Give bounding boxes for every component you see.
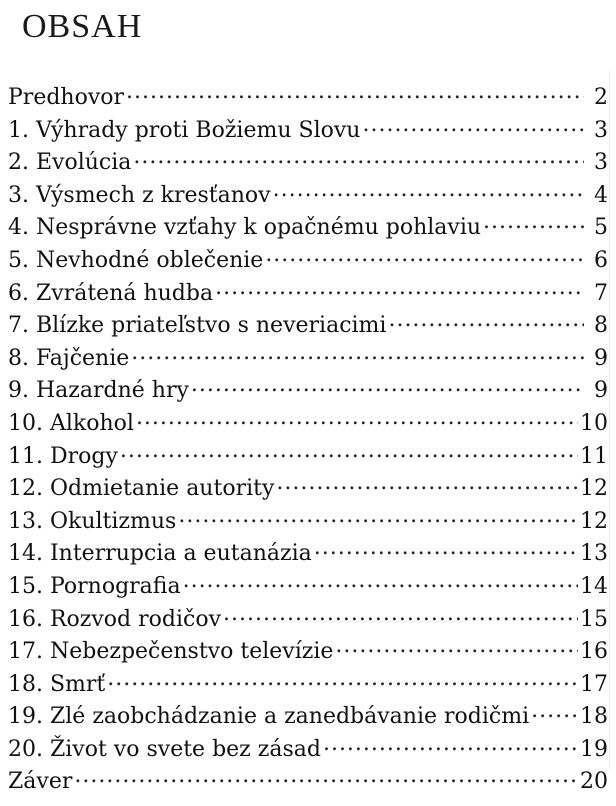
toc-entry <box>8 734 608 767</box>
toc-leader-dots <box>483 212 584 234</box>
toc-entry-label: Predhovor <box>8 85 125 110</box>
toc-entry <box>8 571 608 604</box>
toc-entry-page: 4 <box>594 182 608 208</box>
toc-entry <box>8 408 608 441</box>
toc-entry-page: 12 <box>580 476 608 502</box>
toc-entry <box>8 473 608 506</box>
toc-entry-label: 8. Fajčenie <box>8 345 130 371</box>
toc-entry-label: 5. Nevhodné oblečenie <box>8 247 264 273</box>
toc-entry <box>8 669 608 702</box>
toc-leader-dots <box>276 473 578 495</box>
toc-entry <box>8 538 608 571</box>
toc-leader-dots <box>215 278 584 300</box>
toc-entry-label: 3. Výsmech z kresťanov <box>8 182 271 208</box>
toc-entry <box>8 766 608 799</box>
toc-entry <box>8 115 608 148</box>
toc-entry-page: 15 <box>580 606 608 632</box>
toc-entry-label: 12. Odmietanie autority <box>8 476 275 502</box>
toc-leader-dots <box>133 147 584 169</box>
toc-entry <box>8 82 608 115</box>
toc-entry-page: 13 <box>580 541 608 567</box>
toc-entry-label: 17. Nebezpečenstvo televízie <box>8 639 334 665</box>
toc-entry-label: 16. Rozvod rodičov <box>8 606 222 632</box>
toc-entry-page: 12 <box>580 508 608 534</box>
toc-entry <box>8 506 608 539</box>
toc-leader-dots <box>120 441 578 463</box>
toc-entry-page: 7 <box>594 280 608 306</box>
scan-edge-shadow <box>609 70 610 770</box>
toc-leader-dots <box>136 408 578 430</box>
toc-entry-page: 17 <box>580 671 608 697</box>
toc-entry <box>8 441 608 474</box>
toc-entry-page: 8 <box>594 313 608 339</box>
toc-entry <box>8 278 608 311</box>
toc-leader-dots <box>335 636 578 658</box>
toc-leader-dots <box>191 375 584 397</box>
toc-entry-page: 5 <box>594 215 608 241</box>
toc-leader-dots <box>107 669 578 691</box>
toc-leader-dots <box>265 245 584 267</box>
toc-entry-page: 11 <box>580 443 608 469</box>
toc-entry <box>8 147 608 180</box>
toc-entry-label: 11. Drogy <box>8 443 118 469</box>
toc-leader-dots <box>531 701 578 723</box>
toc-entry-page: 6 <box>594 247 608 273</box>
toc-entry-label: 4. Nesprávne vzťahy k opačnému pohlaviu <box>8 215 482 241</box>
toc-entry-page: 20 <box>580 769 608 795</box>
toc-entry-page: 16 <box>580 639 608 665</box>
toc-entry-label: 1. Výhrady proti Božiemu Slovu <box>8 117 361 143</box>
toc-entry-page: 14 <box>580 573 608 599</box>
toc-leader-dots <box>74 766 578 788</box>
toc-leader-dots <box>273 180 584 202</box>
toc-entry <box>8 212 608 245</box>
toc-leader-dots <box>314 538 578 560</box>
toc-entry-label: 14. Interrupcia a eutanázia <box>8 541 312 567</box>
toc-entry-page: 3 <box>594 117 608 143</box>
toc-entry-label: 7. Blízke priateľstvo s neveriacimi <box>8 313 387 339</box>
toc-entry-page: 2 <box>594 85 608 110</box>
toc-entry <box>8 180 608 213</box>
toc-entry-label: 6. Zvrátená hudba <box>8 280 214 306</box>
toc-entry-page: 9 <box>594 378 608 404</box>
toc-entry <box>8 343 608 376</box>
toc-entry-page: 3 <box>594 150 608 176</box>
toc-entry-label: 20. Život vo svete bez zásad <box>8 736 321 762</box>
toc-leader-dots <box>323 734 578 756</box>
toc-entry-label: Záver <box>8 769 73 795</box>
toc-entry <box>8 701 608 734</box>
toc-entry <box>8 636 608 669</box>
toc-entry-page: 18 <box>580 704 608 730</box>
toc-leader-dots <box>178 506 578 528</box>
toc-entry-label: 9. Hazardné hry <box>8 378 189 404</box>
toc-leader-dots <box>388 310 584 332</box>
toc-leader-dots <box>183 571 578 593</box>
toc-leader-dots <box>126 82 584 104</box>
toc-entry <box>8 245 608 278</box>
toc-entry-page: 9 <box>594 345 608 371</box>
toc-leader-dots <box>131 343 584 365</box>
toc-entry-label: 13. Okultizmus <box>8 508 177 534</box>
toc-entry-label: 10. Alkohol <box>8 410 134 436</box>
toc-entry-label: 2. Evolúcia <box>8 150 132 176</box>
page-title: OBSAH <box>22 8 143 45</box>
toc-entry <box>8 310 608 343</box>
toc-entry-label: 18. Smrť <box>8 671 106 697</box>
toc-entry-label: 15. Pornografia <box>8 573 181 599</box>
toc-entry-page: 19 <box>580 736 608 762</box>
toc-leader-dots <box>223 604 578 626</box>
table-of-contents <box>8 82 608 799</box>
toc-entry-label: 19. Zlé zaobchádzanie a zanedbávanie rodičmi <box>8 704 530 730</box>
toc-entry-page: 10 <box>580 410 608 436</box>
toc-leader-dots <box>362 115 584 137</box>
toc-entry <box>8 375 608 408</box>
toc-entry <box>8 604 608 637</box>
